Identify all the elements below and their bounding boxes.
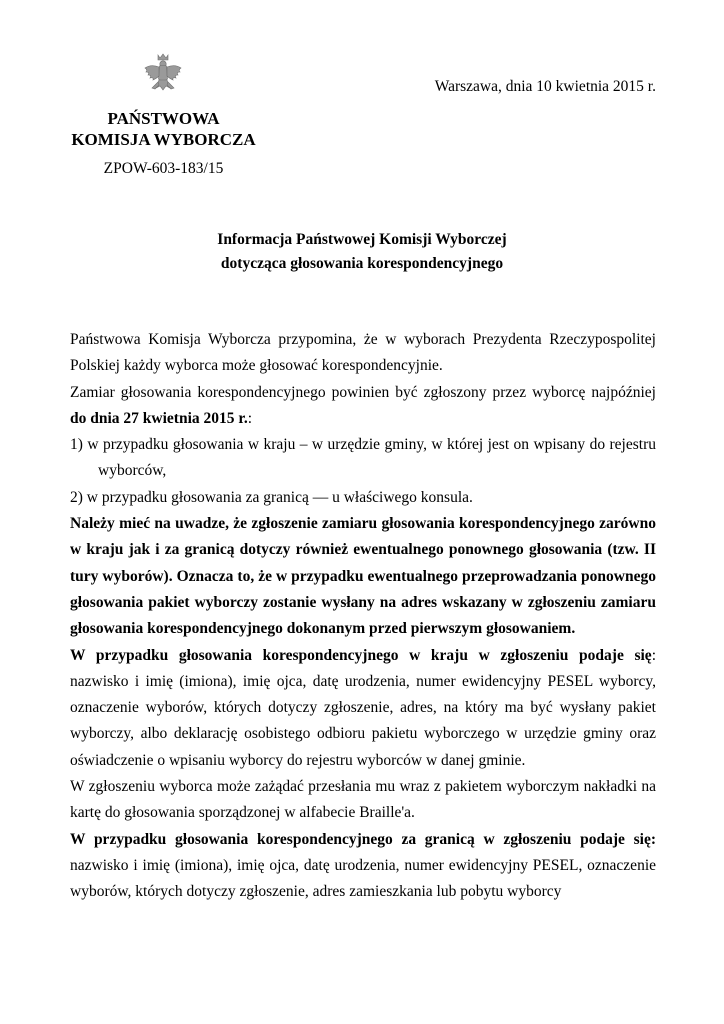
paragraph-abroad-requirements [70,827,656,906]
deadline-text: Zamiar głosowania korespondencyjnego powinien być zgłoszony przez wyborcę najpóźniej [70,383,656,401]
deadline-date: do dnia 27 kwietnia 2015 r. [70,409,248,427]
paragraph-braille: W zgłoszeniu wyborca może zażądać przesłania mu wraz z pakietem wyborczym nakładki na kartę do głosowania sporządzonej w alfabecie Braille'a. [70,778,656,822]
abroad-requirements-heading: W przypadku głosowania korespondencyjnego za granicą w zgłoszeniu podaje się: [70,830,656,848]
reference-number: ZPOW-603-183/15 [103,160,224,177]
document-body [70,327,656,906]
domestic-requirements-heading: W przypadku głosowania korespondencyjnego w kraju w zgłoszeniu podaje się [70,646,652,664]
abroad-requirements-text: nazwisko i imię (imiona), imię ojca, datę urodzenia, numer ewidencyjny PESEL, oznaczenie wyborów, których dotyczy zgłoszenie, adres zamieszkania lub pobytu wyborcy [70,856,656,901]
document-title-line1: Informacja Państwowej Komisji Wyborczej [217,231,507,248]
organization-name-line2: KOMISJA WYBORCZA [71,130,256,149]
organization-name [62,108,265,150]
paragraph-deadline [70,380,656,433]
document-title-line2: dotycząca głosowania korespondencyjnego [220,255,504,272]
domestic-requirements-text: : nazwisko i imię (imiona), imię ojca, datę urodzenia, numer ewidencyjny PESEL wyborcy, oznaczenie wyborów, których dotyczy zgłoszenie, adres, na który ma być wysłany pakiet wyborczy, albo deklarację osobistego odbioru pakietu wyborczego w urzędzie gminy oraz oświadczenie o wpisaniu wyborcy do rejestru wyborców w danej gminie. [70,646,656,769]
place-and-date: Warszawa, dnia 10 kwietnia 2015 r. [434,78,656,95]
list-item-abroad: 2) w przypadku głosowania za granicą — u właściwego konsula. [70,488,473,506]
paragraph-intro: Państwowa Komisja Wyborcza przypomina, że w wyborach Prezydenta Rzeczypospolitej Polskiej każdy wyborca może głosować korespondencyjnie. [70,331,656,375]
document-title [0,228,724,276]
deadline-colon: : [247,409,253,427]
polish-eagle-emblem-icon [143,52,183,98]
paragraph-second-round-note: Należy mieć na uwadze, że zgłoszenie zamiaru głosowania korespondencyjnego zarówno w kraju jak i za granicą dotyczy również ewentualnego ponownego głosowania (tzw. II tury wyborów). Oznacza to, że w przypadku ewentualnego przeprowadzania ponownego głosowania pakiet wyborczy zostanie wysłany na adres wskazany w zgłoszeniu zamiaru głosowania korespondencyjnego dokonanym przed pierwszym głosowaniem. [70,515,656,638]
organization-name-line1: PAŃSTWOWA [107,109,220,128]
list-item-domestic: 1) w przypadku głosowania w kraju – w urzędzie gminy, w której jest on wpisany do rejestru wyborców, [70,436,656,480]
paragraph-domestic-requirements [70,643,656,774]
